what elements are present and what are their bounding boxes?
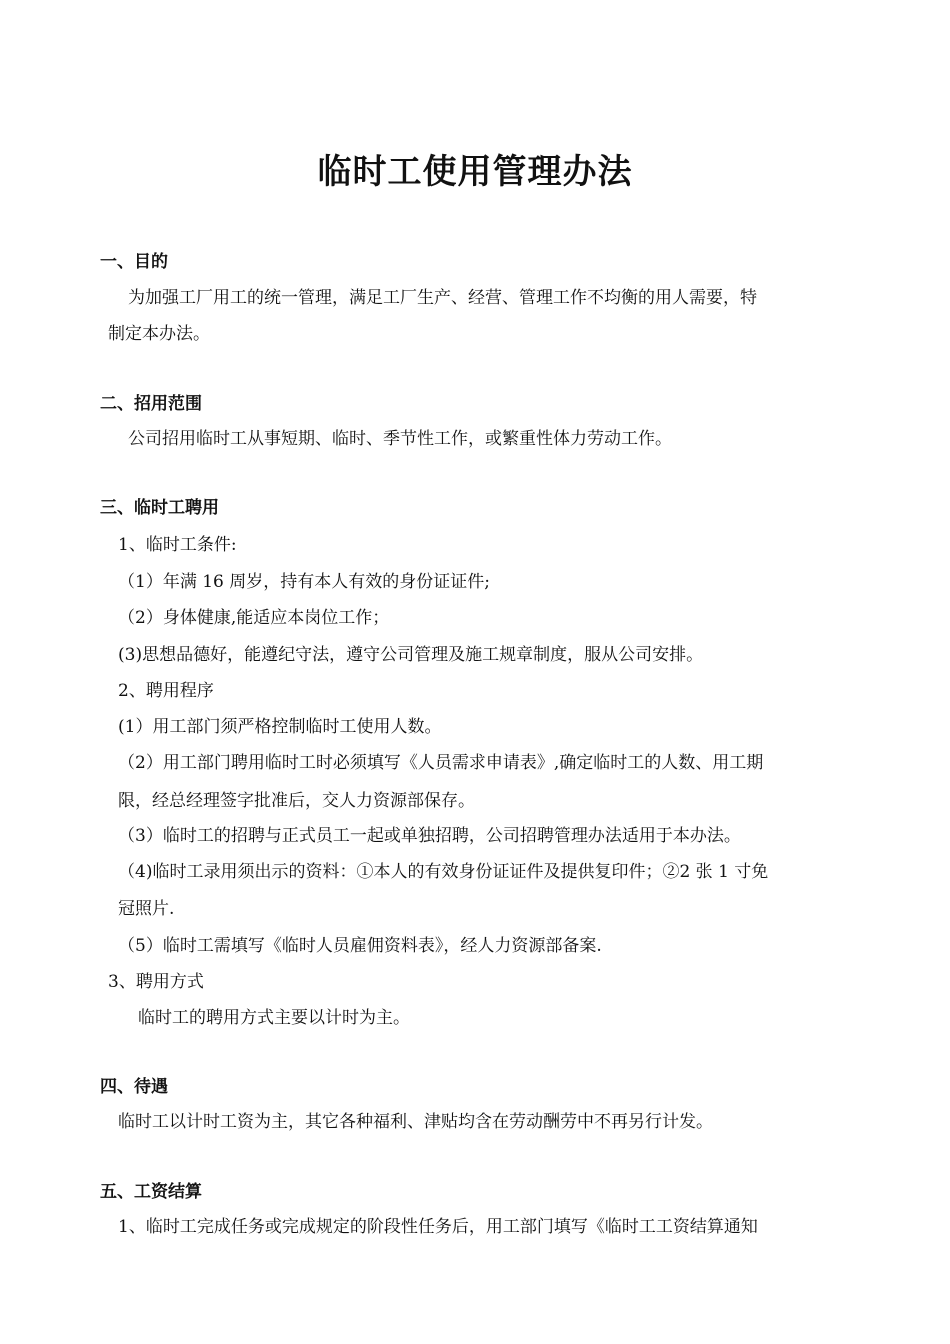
list-item: (3)思想品德好，能遵纪守法，遵守公司管理及施工规章制度，服从公司安排。	[118, 645, 704, 665]
list-item-continuation: 冠照片.	[118, 899, 175, 919]
list-item: 1、临时工完成任务或完成规定的阶段性任务后，用工部门填写《临时工工资结算通知	[118, 1217, 758, 1237]
paragraph-line: 制定本办法。	[108, 324, 210, 344]
list-item: 2、聘用程序	[118, 681, 214, 701]
list-item: （3）临时工的招聘与正式员工一起或单独招聘，公司招聘管理办法适用于本办法。	[118, 826, 741, 846]
list-item: (1）用工部门须严格控制临时工使用人数。	[118, 717, 442, 737]
list-item: 3、聘用方式	[108, 972, 204, 992]
list-item: （2）身体健康,能适应本岗位工作；	[118, 608, 390, 628]
paragraph-line: 为加强工厂用工的统一管理，满足工厂生产、经营、管理工作不均衡的用人需要，特	[128, 288, 757, 308]
section-heading-purpose: 一、目的	[100, 252, 168, 272]
list-item-continuation: 限，经总经理签字批准后，交人力资源部保存。	[118, 791, 475, 811]
list-item: （4)临时工录用须出示的资料：①本人的有效身份证证件及提供复印件；②2 张 1 寸免	[118, 862, 769, 882]
document-title: 临时工使用管理办法	[317, 152, 633, 192]
section-heading-scope: 二、招用范围	[100, 394, 202, 414]
section-heading-wage-settlement: 五、工资结算	[100, 1182, 202, 1202]
section-heading-benefits: 四、待遇	[100, 1077, 168, 1097]
section-heading-hiring: 三、临时工聘用	[100, 498, 219, 518]
list-item: （1）年满 16 周岁，持有本人有效的身份证证件;	[118, 572, 490, 592]
paragraph-line: 公司招用临时工从事短期、临时、季节性工作，或繁重性体力劳动工作。	[128, 429, 672, 449]
list-item: 1、临时工条件:	[118, 535, 237, 555]
paragraph-line: 临时工以计时工资为主，其它各种福利、津贴均含在劳动酬劳中不再另行计发。	[118, 1112, 713, 1132]
list-item: （2）用工部门聘用临时工时必须填写《人员需求申请表》,确定临时工的人数、用工期	[118, 753, 764, 773]
list-item: （5）临时工需填写《临时人员雇佣资料表》，经人力资源部备案.	[118, 936, 602, 956]
paragraph-line: 临时工的聘用方式主要以计时为主。	[138, 1008, 410, 1028]
